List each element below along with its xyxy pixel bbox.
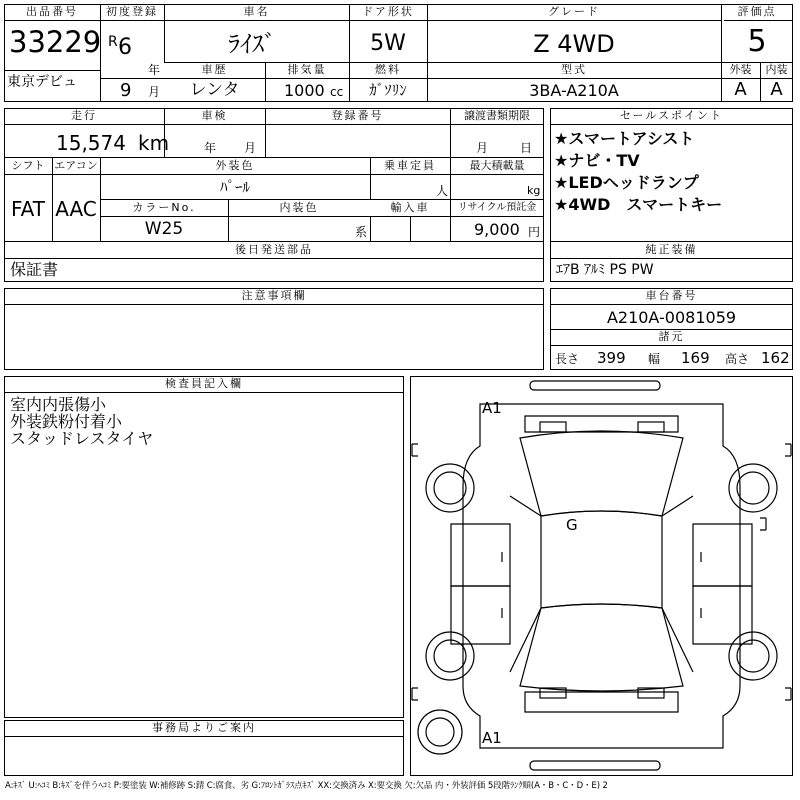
history-label: 車歴 bbox=[201, 63, 228, 76]
model-label: 型式 bbox=[561, 63, 587, 76]
legend-text: A:ｷｽﾞ U:ﾍｺﾐ B:ｷｽﾞを伴うﾍｺﾐ P:要塗装 W:補修跡 S:錆 C:腐食、劣 G:ﾌﾛﾝﾄｶﾞﾗｽ点ｷｽﾞ XX:交換済み X:要交換 欠:欠品 内・外装評価 5段階ﾗﾝｸ順(A・B・C・D・E) 2 bbox=[5, 781, 608, 791]
width: 169 bbox=[681, 349, 710, 367]
recycle-unit: 円 bbox=[528, 225, 541, 239]
inspector-note: 外装鉄粉付着小 bbox=[10, 412, 123, 431]
ext-color: ﾊﾟｰﾙ bbox=[219, 178, 250, 196]
int-color-unit: 系 bbox=[355, 225, 368, 239]
chassis-number: A210A-0081059 bbox=[606, 308, 737, 327]
sales-point-item: ★ナビ・TV bbox=[554, 151, 640, 170]
sales-point-item: ★4WD スマートキー bbox=[554, 195, 723, 214]
exterior-label: 外装 bbox=[729, 63, 752, 76]
load-unit: kg bbox=[527, 184, 541, 197]
displacement-label: 排気量 bbox=[287, 63, 327, 76]
ext-color-label: 外装色 bbox=[215, 159, 255, 172]
equipment-label: 純正装備 bbox=[645, 243, 698, 256]
recycle-label: リサイクル預託金 bbox=[457, 202, 537, 213]
damage-mark-roof: G bbox=[566, 516, 578, 534]
spec-label: 諸元 bbox=[658, 330, 685, 343]
sales-point-item: ★スマートアシスト bbox=[554, 129, 695, 148]
inspector-note: スタッドレスタイヤ bbox=[10, 429, 154, 448]
color-no-label: カラーNo. bbox=[132, 201, 196, 214]
transfer-month-unit: 月 bbox=[476, 141, 489, 155]
lot-no-label: 出品番号 bbox=[26, 5, 78, 18]
grade: Z 4WD bbox=[533, 30, 615, 58]
length-label: 長さ bbox=[555, 352, 580, 366]
door-label: ドア形状 bbox=[362, 5, 414, 18]
venue: 東京デビュ bbox=[7, 74, 77, 90]
car-name-label: 車名 bbox=[243, 5, 270, 18]
chassis-label: 車台番号 bbox=[645, 289, 698, 302]
notes-label: 注意事項欄 bbox=[241, 289, 307, 302]
interior-grade: A bbox=[770, 79, 783, 100]
shift: FAT bbox=[10, 197, 45, 221]
ac-label: エアコン bbox=[54, 159, 98, 172]
reg-no-label: 登録番号 bbox=[331, 109, 384, 122]
history: レンタ bbox=[189, 80, 240, 100]
score: 5 bbox=[747, 24, 767, 59]
score-label: 評価点 bbox=[737, 5, 777, 18]
inspection-month-unit: 月 bbox=[244, 141, 257, 155]
sales-point-label: セールスポイント bbox=[619, 109, 723, 122]
mileage: 15,574 bbox=[56, 131, 126, 155]
first-reg-label: 初度登録 bbox=[106, 5, 158, 18]
int-color-label: 内装色 bbox=[279, 201, 319, 214]
reg-month-unit: 月 bbox=[148, 85, 161, 99]
era: R bbox=[108, 34, 118, 50]
docs: 保証書 bbox=[10, 260, 59, 279]
capacity-unit: 人 bbox=[436, 184, 449, 198]
inspector-note: 室内内張傷小 bbox=[10, 395, 107, 414]
lot-no: 33229 bbox=[9, 25, 102, 59]
exterior-grade: A bbox=[734, 79, 747, 100]
docs-label: 後日発送部品 bbox=[235, 243, 313, 256]
equipment: ｴｱB ｱﾙﾐ PS PW bbox=[556, 262, 654, 278]
fuel: ｶﾞｿﾘﾝ bbox=[369, 81, 407, 99]
length: 399 bbox=[597, 349, 626, 367]
car-diagram bbox=[410, 376, 793, 776]
displacement: 1000 bbox=[284, 81, 325, 100]
mileage-label: 走行 bbox=[71, 109, 97, 122]
damage-mark-rear: A1 bbox=[482, 729, 502, 747]
damage-mark-front: A1 bbox=[482, 399, 502, 417]
inspection-year-unit: 年 bbox=[204, 141, 217, 155]
car-name: ﾗｲｽﾞ bbox=[228, 30, 276, 58]
transfer-label: 譲渡書類期限 bbox=[464, 109, 530, 122]
sales-point-item: ★LEDヘッドランプ bbox=[554, 173, 699, 192]
transfer-day-unit: 日 bbox=[520, 141, 533, 155]
width-label: 幅 bbox=[648, 352, 661, 366]
reg-year: 6 bbox=[118, 35, 132, 60]
recycle-amount: 9,000 bbox=[474, 220, 520, 239]
interior-label: 内装 bbox=[765, 63, 788, 76]
inspector-label: 検査員記入欄 bbox=[165, 377, 243, 390]
import-label: 輸入車 bbox=[390, 201, 430, 214]
inspection-label: 車検 bbox=[201, 109, 228, 122]
load-label: 最大積載量 bbox=[469, 159, 525, 172]
reg-month: 9 bbox=[120, 80, 132, 101]
height-label: 高さ bbox=[725, 352, 750, 366]
color-no: W25 bbox=[144, 219, 184, 239]
displacement-unit: cc bbox=[330, 85, 344, 99]
ac: AAC bbox=[55, 197, 97, 221]
model: 3BA-A210A bbox=[529, 81, 619, 100]
height: 162 bbox=[761, 349, 790, 367]
capacity-label: 乗車定員 bbox=[384, 159, 436, 172]
fuel-label: 燃料 bbox=[375, 63, 401, 76]
grade-label: グレード bbox=[548, 5, 600, 18]
office-label: 事務局よりご案内 bbox=[152, 721, 256, 734]
reg-year-unit: 年 bbox=[148, 63, 161, 77]
door: 5W bbox=[370, 31, 406, 56]
mileage-unit: km bbox=[138, 131, 170, 155]
shift-label: シフト bbox=[11, 159, 45, 172]
